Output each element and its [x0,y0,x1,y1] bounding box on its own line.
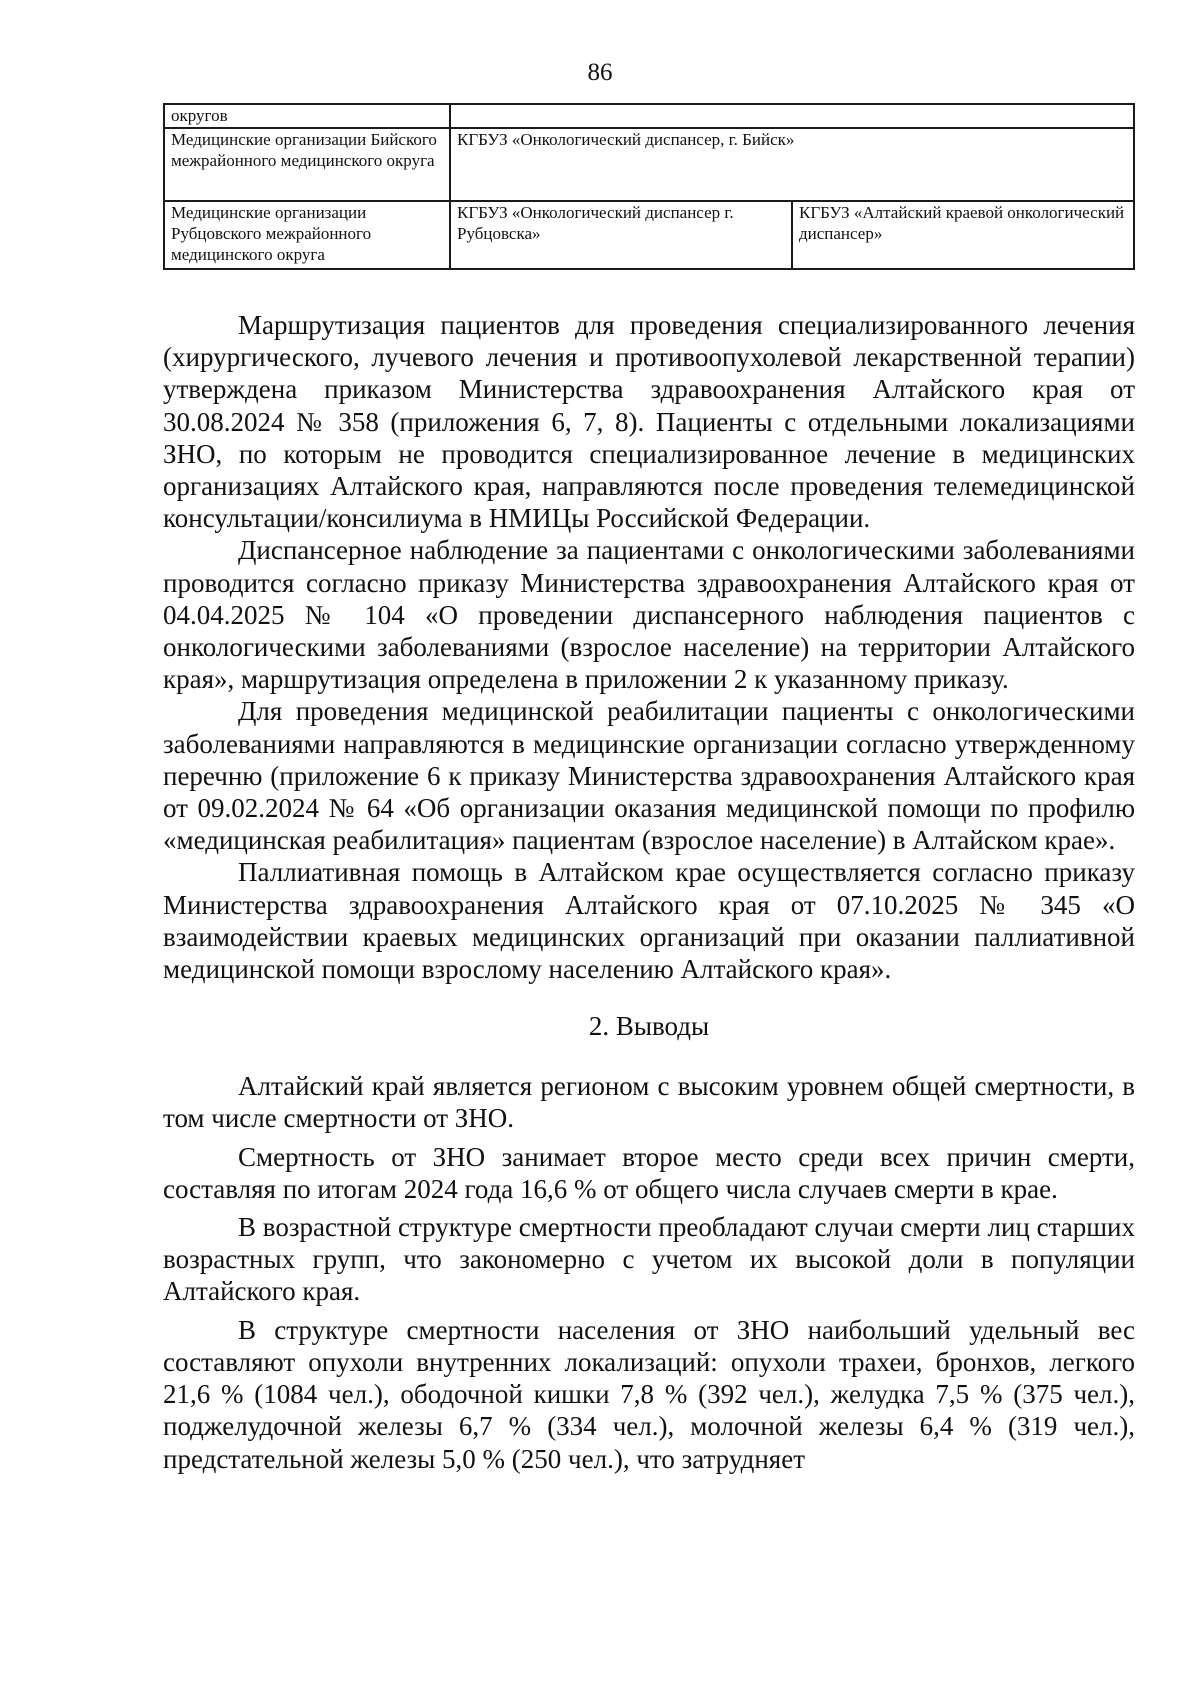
table-row [164,201,1134,269]
body-text [163,309,1135,1475]
conclusion-paragraph: В структуре смертности населения от ЗНО наибольший удельный вес составляют опухоли внутренних локализаций: опухоли трахеи, бронхов, легкого 21,6 % (1084 чел.), ободочной кишки 7,8 % (392 чел.), желудка 7,5 % (375 чел.), поджелудочной железы 6,7 % (334 чел.), молочной железы 6,4 % (319 чел.), предстательной железы 5,0 % (250 чел.), что затрудняет [163,1314,1135,1474]
page-number: 86 [587,59,613,86]
conclusion-paragraph: В возрастной структуре смертности преобладают случаи смерти лиц старших возрастных групп, что закономерно с учетом их высокой доли в популяции Алтайского края. [163,1212,1135,1307]
table-cell-district: Медицинские организации Рубцовского межрайонного медицинского округа [164,201,450,269]
paragraph: Маршрутизация пациентов для проведения специализированного лечения (хирургического, лучевого лечения и противоопухолевой лекарственной терапии) утверждена приказом Министерства здравоохранения Алтайского края от 30.08.2024 № 358 (приложения 6, 7, 8). Пациенты с отдельными локализациями ЗНО, по которым не проводится специализированное лечение в медицинских организациях Алтайского края, направляются после проведения телемедицинской консультации/консилиума в НМИЦы Российской Федерации. [163,310,1135,534]
conclusion-paragraph: Алтайский край является регионом с высоким уровнем общей смертности, в том числе смертности от ЗНО. [163,1071,1135,1134]
conclusion-paragraph: Смертность от ЗНО занимает второе место среди всех причин смерти, составляя по итогам 2024 года 16,6 % от общего числа случаев смерти в крае. [163,1141,1135,1204]
table-cell-district: округов [164,104,450,128]
routing-table [163,103,1135,270]
paragraph: Паллиативная помощь в Алтайском крае осуществляется согласно приказу Министерства здравоохранения Алтайского края от 07.10.2025 № 345 «О взаимодействии краевых медицинских организаций при оказании паллиативной медицинской помощи взрослому населению Алтайского края». [163,857,1135,985]
table-cell-organization [450,104,1134,128]
table-cell-organization: КГБУЗ «Онкологический диспансер г. Рубцовска» [450,201,792,269]
table-cell-organization: КГБУЗ «Онкологический диспансер, г. Бийск» [450,128,1134,201]
section-heading: 2. Выводы [588,1011,710,1042]
table-cell-organization: КГБУЗ «Алтайский краевой онкологический диспансер» [792,201,1134,269]
paragraph: Для проведения медицинской реабилитации пациенты с онкологическими заболеваниями направляются в медицинские организации согласно утвержденному перечню (приложение 6 к приказу Министерства здравоохранения Алтайского края от 09.02.2024 № 64 «Об организации оказания медицинской помощи по профилю «медицинская реабилитация» пациентам (взрослое население) в Алтайском крае». [163,696,1135,856]
table-cell-district: Медицинские организации Бийского межрайонного медицинского округа [164,128,450,201]
table-row [164,104,1134,128]
paragraph: Диспансерное наблюдение за пациентами с онкологическими заболеваниями проводится согласно приказу Министерства здравоохранения Алтайского края от 04.04.2025 № 104 «О проведении диспансерного наблюдения пациентов с онкологическими заболеваниями (взрослое население) на территории Алтайского края», маршрутизация определена в приложении 2 к указанному приказу. [163,535,1135,695]
table-row [164,128,1134,201]
